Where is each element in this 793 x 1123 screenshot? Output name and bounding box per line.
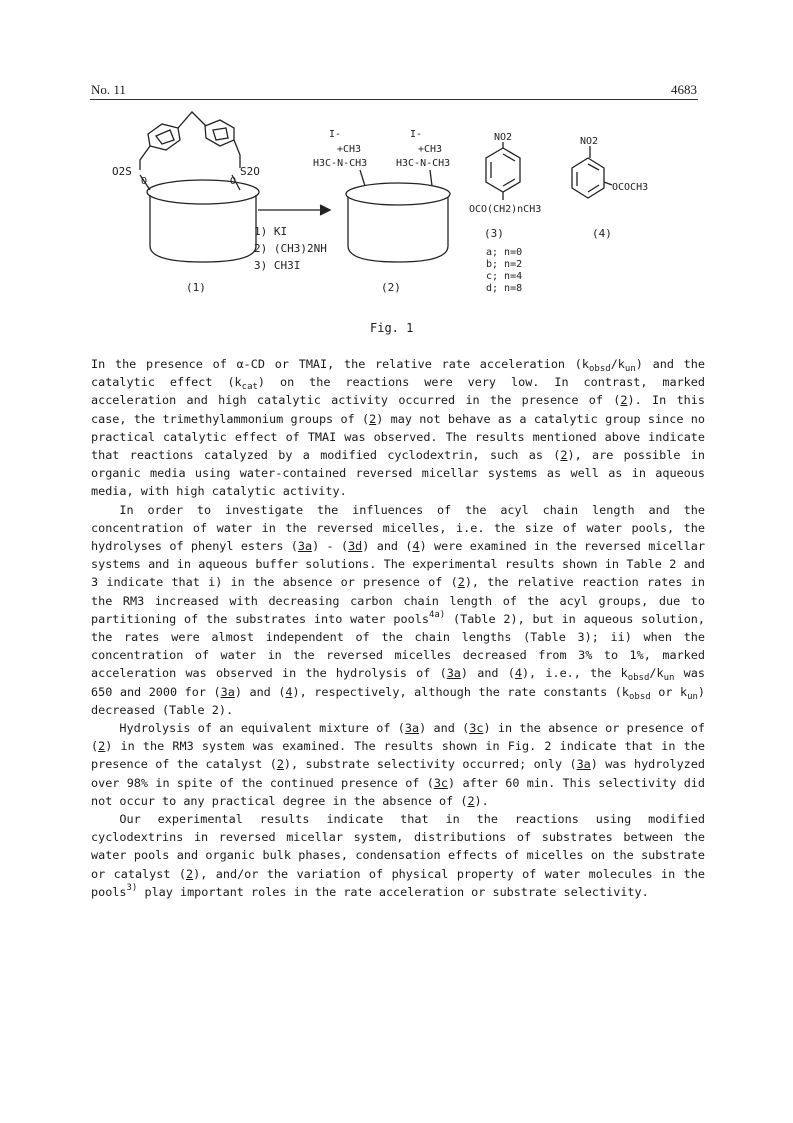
page-number: 4683: [671, 82, 697, 97]
compound-reference: 4: [412, 539, 420, 554]
ester-label-3: OCO(CH2)nCH3: [469, 204, 542, 215]
reagent-step-2: 2) (CH3)2NH: [254, 242, 327, 255]
paragraph: Our experimental results indicate that in the reactions using modified cyclodextrins in reversed micellar system, distributions of substrates between the water pools and organic bulk phases, condensation effects of micelles on the substrate or catalyst (2), and/or the variation of physical property of water molecules in the pools$^{3)}$ play important roles in the rate acceleration or substrate selectivity.: [91, 812, 705, 899]
reaction-scheme: [0, 110, 793, 340]
series-item-b: b; n=2: [486, 259, 523, 270]
figure-1: [0, 110, 793, 340]
compound-reference: 2: [457, 575, 465, 590]
ammonium-left: H3C-N-CH3: [313, 158, 368, 169]
subscript: obsd: [589, 364, 611, 374]
series-item-c: c; n=4: [486, 271, 523, 282]
iodide-right: I-: [410, 129, 423, 140]
figure-caption: Fig. 1: [370, 321, 414, 335]
nitro-label-4: NO2: [580, 136, 599, 147]
compound-reference: 3a: [220, 684, 235, 699]
compound-reference: 3c: [469, 721, 484, 736]
subscript: un: [663, 673, 675, 684]
compound-2-label: (2): [381, 281, 401, 294]
so2-right-label: S2O: [240, 165, 260, 178]
compound-reference: 2: [369, 411, 377, 426]
reference-superscript: 3): [126, 882, 138, 893]
compound-reference: 4: [514, 666, 522, 681]
methyl-top-right: +CH3: [418, 144, 443, 155]
journal-issue: No. 11: [91, 82, 126, 97]
iodide-left: I-: [329, 129, 342, 140]
reference-superscript: 4a): [428, 609, 446, 620]
reaction-arrow: [258, 205, 330, 215]
ammonium-right: H3C-N-CH3: [396, 158, 451, 169]
oxygen-left-label: O: [141, 176, 148, 187]
compound-reference: 3a: [404, 721, 420, 736]
subscript: un: [687, 691, 698, 702]
compound-reference: 2: [276, 757, 284, 772]
cyclodextrin-1-drawing: [140, 112, 259, 262]
series-item-a: a; n=0: [486, 247, 523, 258]
compound-3-label: (3): [484, 227, 504, 240]
subscript: cat: [241, 382, 258, 393]
compound-reference: 4: [285, 684, 293, 699]
compound-reference: 3a: [446, 666, 461, 681]
ester-label-4: OCOCH3: [612, 182, 649, 193]
oxygen-right-label: O: [230, 176, 237, 187]
so2-left-label: O2S: [112, 165, 132, 178]
subscript: un: [624, 364, 636, 374]
series-item-d: d; n=8: [486, 283, 523, 294]
paragraph: In order to investigate the influences of the acyl chain length and the concentration of water in the reversed micelles, i.e. the size of water pools, the hydrolyses of phenyl esters (3a) - (3d) and (4) were examined in the reversed micellar systems and in aqueous buffer solutions. The experimental results shown in Table 2 and 3 indicate that i) in the absence or presence of (2), the relative reaction rates in the RM3 increased with decreasing carbon chain length of the acyl groups, due to partitioning of the substrates into water pools$^{4a)}$ (Table 2), but in aqueous solution, the rates were almost independent of the chain lengths (Table 3); ii) when the concentration of water in the reversed micelles decreased from 3% to 1%, marked acceleration was observed in the hydrolysis of (3a) and (4), i.e., the $k_{obsd}/k_{un}$ was 650 and 2000 for (3a) and (4), respectively, although the rate constants ($k_{obsd}$ or $k_{un}$) decreased (Table 2).: [91, 502, 706, 717]
header-rule: [90, 99, 698, 100]
benzene-ring-3: [486, 142, 520, 200]
benzene-ring-4: [572, 146, 612, 198]
reagent-step-1: 1) KI: [254, 225, 288, 238]
compound-reference: 2: [186, 866, 194, 881]
nitro-label-3: NO2: [494, 132, 513, 143]
compound-4-label: (4): [592, 227, 612, 240]
methyl-top-left: +CH3: [337, 144, 362, 155]
compound-reference: 2: [620, 393, 628, 408]
article-body: [91, 355, 705, 901]
paragraph: Hydrolysis of an equivalent mixture of (3a) and (3c) in the absence or presence of (2) in the RM3 system was examined. The results shown in Fig. 2 indicate that in the presence of the catalyst (2), substrate selectivity occurred; only (3a) was hydrolyzed over 98% in spite of the continued presence of (3c) after 60 min. This selectivity did not occur to any practical degree in the absence of (2).: [91, 721, 705, 808]
compound-reference: 3c: [433, 775, 449, 790]
reagent-step-3: 3) CH3I: [254, 259, 301, 272]
compound-reference: 3d: [348, 539, 363, 554]
compound-1-label: (1): [186, 281, 206, 294]
subscript: obsd: [628, 691, 651, 702]
compound-reference: 2: [467, 793, 475, 808]
compound-reference: 3a: [297, 539, 313, 554]
paragraph: In the presence of α-CD or TMAI, the relative rate acceleration $(k_{obsd}/k_{un})$ and the catalytic effect $(k_{cat})$ on the reactions were very low. In contrast, marked acceleration and high catalytic activity occurred in the presence of (2). In this case, the trimethylammonium groups of (2) may not behave as a catalytic group since no practical catalytic effect of TMAI was observed. The results mentioned above indicate that reactions catalyzed by a modified cyclodextrin, such as (2), are possible in organic media using water-contained reversed micellar systems as well as in aqueous media, with high catalytic activity.: [91, 357, 705, 499]
compound-reference: 2: [98, 739, 106, 754]
subscript: obsd: [627, 673, 650, 684]
compound-reference: 2: [560, 448, 568, 463]
compound-reference: 3a: [576, 757, 591, 772]
cyclodextrin-2-drawing: [346, 170, 450, 262]
